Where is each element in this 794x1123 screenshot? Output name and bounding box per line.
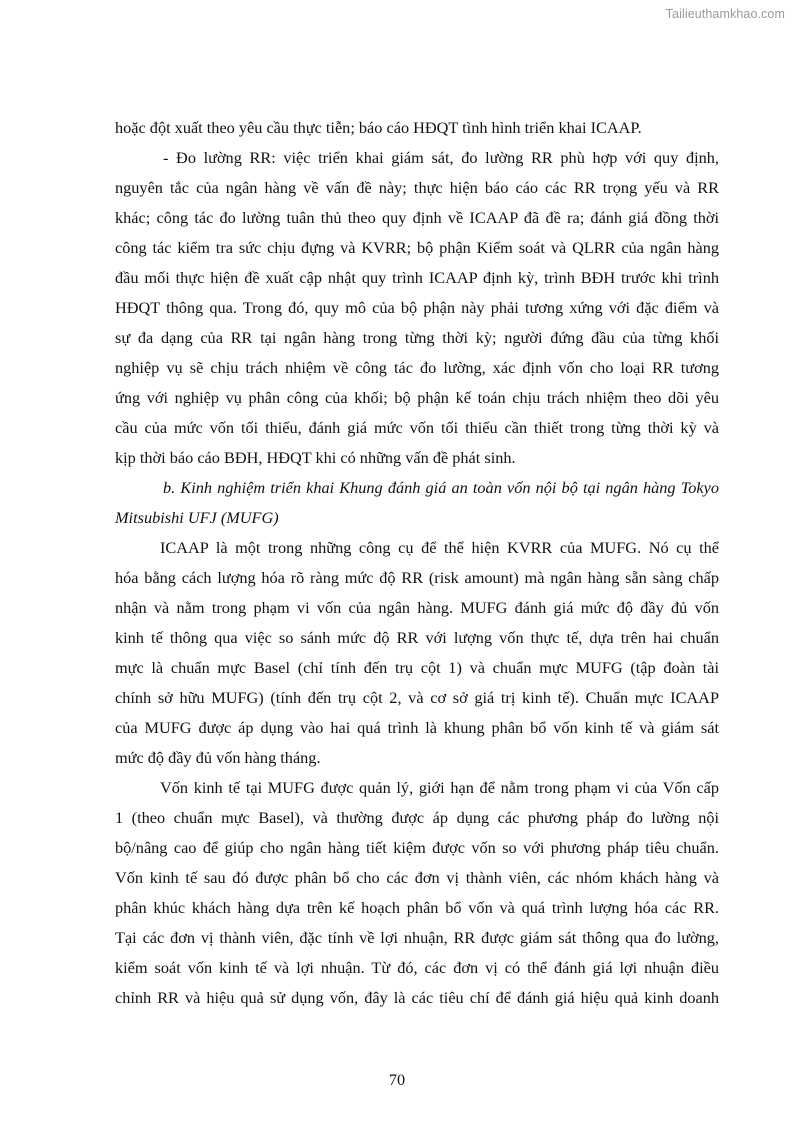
text-line: cầu của mức vốn tối thiểu, đánh giá mức vốn tối thiểu cần thiết trong từng thời kỳ và (115, 418, 719, 437)
text-line: bộ/nâng cao để giúp cho ngân hàng tiết kiệm được vốn so với phương pháp tiêu chuẩn. (115, 838, 719, 857)
text-line: nghiệp vụ sẽ chịu trách nhiệm về công tác đo lường, xác định vốn cho loại RR tương (115, 358, 719, 377)
text-line: phân khúc khách hàng dựa trên kế hoạch phân bổ vốn và quá trình lượng hóa các RR. (115, 898, 719, 917)
text-line: ứng với nghiệp vụ phân công của khối; bộ phận kế toán chịu trách nhiệm theo dõi yêu (115, 388, 719, 407)
text-line: hoặc đột xuất theo yêu cầu thực tiễn; báo cáo HĐQT tình hình triển khai ICAAP. (115, 118, 642, 137)
text-line: - Đo lường RR: việc triển khai giám sát, đo lường RR phù hợp với quy định, (163, 148, 719, 167)
text-line: đầu mối thực hiện đề xuất cập nhật quy trình ICAAP định kỳ, trình BĐH trước khi trình (115, 268, 719, 287)
text-line: chỉnh RR và hiệu quả sử dụng vốn, đây là các tiêu chí để đánh giá hiệu quả kinh doanh (115, 988, 719, 1007)
text-line: Vốn kinh tế tại MUFG được quản lý, giới hạn để nằm trong phạm vi của Vốn cấp (160, 778, 719, 797)
text-line: chính sở hữu MUFG) (tính đến trụ cột 2, và cơ sở giá trị kinh tế). Chuẩn mực ICAAP (115, 688, 719, 707)
text-line: Vốn kinh tế sau đó được phân bổ cho các đơn vị thành viên, các nhóm khách hàng và (115, 868, 719, 887)
text-line: kịp thời báo cáo BĐH, HĐQT khi có những vấn đề phát sinh. (115, 448, 516, 467)
watermark: Tailieuthamkhao.com (665, 7, 785, 21)
text-line: kiểm soát vốn kinh tế và lợi nhuận. Từ đó, các đơn vị có thể đánh giá lợi nhuận điều (115, 958, 719, 977)
text-line: sự đa dạng của RR tại ngân hàng trong từng thời kỳ; người đứng đầu của từng khối (115, 328, 719, 347)
page-number: 70 (388, 1070, 406, 1089)
text-line: công tác kiểm tra sức chịu đựng và KVRR; bộ phận Kiểm soát và QLRR của ngân hàng (115, 238, 719, 257)
text-line: mực là chuẩn mực Basel (chỉ tính đến trụ cột 1) và chuẩn mực MUFG (tập đoàn tài (115, 658, 719, 677)
text-line: Tại các đơn vị thành viên, đặc tính về lợi nhuận, RR được giám sát thông qua đo lường, (115, 928, 719, 947)
text-line: kinh tế thông qua việc so sánh mức độ RR với lượng vốn thực tế, dựa trên hai chuẩn (115, 628, 719, 647)
text-line: ICAAP là một trong những công cụ để thể hiện KVRR của MUFG. Nó cụ thể (160, 538, 719, 557)
text-line: hóa bằng cách lượng hóa rõ ràng mức độ RR (risk amount) mà ngân hàng sẵn sàng chấp (115, 568, 719, 587)
text-line: HĐQT thông qua. Trong đó, quy mô của bộ phận này phải tương xứng với đặc điểm và (115, 298, 719, 317)
text-line: mức độ đầy đủ vốn hàng tháng. (115, 748, 321, 767)
section-heading: Mitsubishi UFJ (MUFG) (115, 508, 279, 527)
text-line: nguyên tắc của ngân hàng về vấn đề này; thực hiện báo cáo các RR trọng yếu và RR (115, 178, 719, 197)
text-line: của MUFG được áp dụng vào hai quá trình là khung phân bổ vốn kinh tế và giám sát (115, 718, 719, 737)
text-line: nhận và nằm trong phạm vi vốn của ngân hàng. MUFG đánh giá mức độ đầy đủ vốn (115, 598, 719, 617)
text-line: 1 (theo chuẩn mực Basel), và thường được áp dụng các phương pháp đo lường nội (115, 808, 719, 827)
text-line: khác; công tác đo lường tuân thủ theo quy định về ICAAP đã đề ra; đánh giá đồng thời (115, 208, 719, 227)
section-heading: b. Kinh nghiệm triển khai Khung đánh giá an toàn vốn nội bộ tại ngân hàng Tokyo (163, 478, 719, 497)
